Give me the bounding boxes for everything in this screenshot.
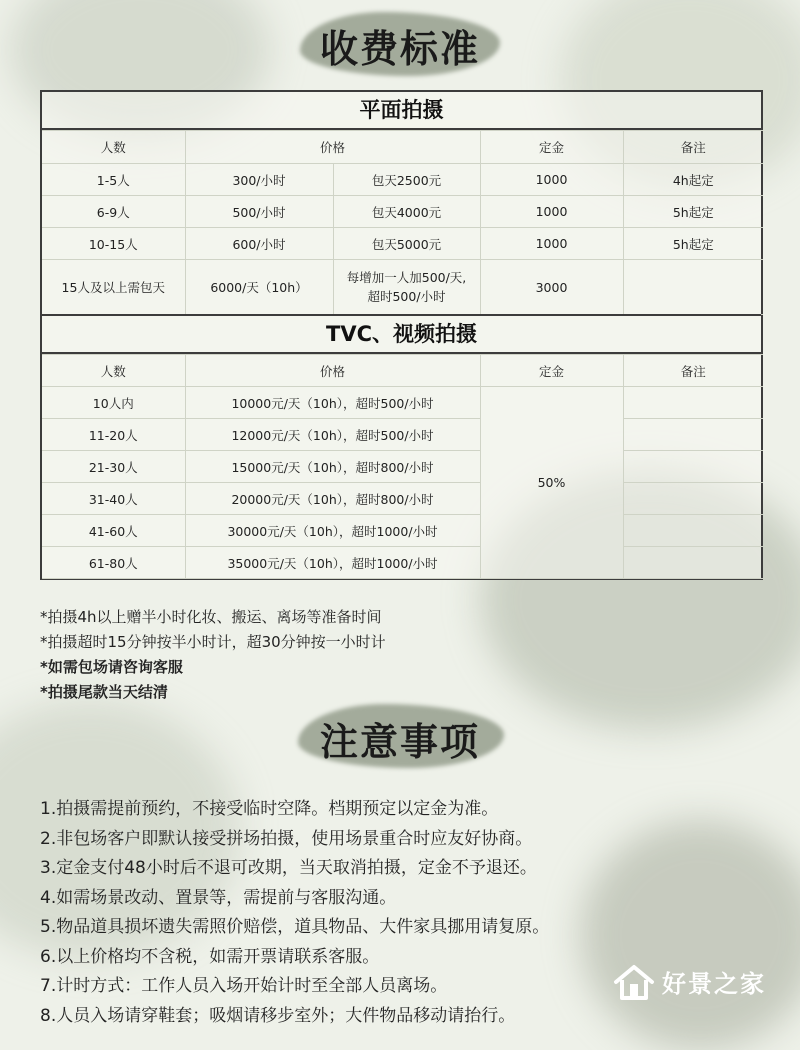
list-item: 3.定金支付48小时后不退可改期，当天取消拍摄，定金不予退还。 <box>40 858 537 878</box>
cell-deposit: 50% <box>480 387 623 579</box>
table-row <box>42 419 763 451</box>
fee-table-box <box>40 90 763 580</box>
watermark <box>612 958 782 1006</box>
cell-note: 5h起定 <box>623 196 763 228</box>
photo-section-title: 平面拍摄 <box>359 98 444 122</box>
cell-hourly: 500/小时 <box>185 196 333 228</box>
cell-daily: 包天4000元 <box>333 196 480 228</box>
notice-list <box>40 795 549 1031</box>
cell-note <box>623 547 763 579</box>
table-row <box>42 228 763 260</box>
list-item: 6.以上价格均不含税，如需开票请联系客服。 <box>40 946 380 967</box>
cell-people: 41-60人 <box>42 515 185 547</box>
cell-people: 61-80人 <box>42 547 185 579</box>
header-people: 人数 <box>42 131 185 164</box>
cell-daily: 每增加一人加500/天, 超时500/小时 <box>333 260 480 315</box>
header-people: 人数 <box>42 355 185 387</box>
table-row <box>42 515 763 547</box>
fee-note: *如需包场请咨询客服 <box>40 658 183 676</box>
header-note: 备注 <box>623 355 763 387</box>
cell-note <box>623 515 763 547</box>
cell-deposit: 1000 <box>480 228 623 260</box>
list-item: 2.非包场客户即默认接受拼场拍摄，使用场景重合时应友好协商。 <box>40 828 533 849</box>
background-wash <box>580 820 800 1050</box>
cell-deposit: 1000 <box>480 196 623 228</box>
fee-note: *拍摄超时15分钟按半小时计，超30分钟按一小时计 <box>40 633 386 651</box>
cell-price: 35000元/天（10h），超时1000/小时 <box>185 547 480 579</box>
table-header-row <box>42 355 763 387</box>
table-row <box>42 483 763 515</box>
cell-daily: 包天5000元 <box>333 228 480 260</box>
table-row <box>42 387 763 419</box>
notice-title: 注意事项 <box>319 720 480 764</box>
house-logo-icon <box>612 962 656 1002</box>
header-deposit: 定金 <box>480 355 623 387</box>
list-item: 7.计时方式：工作人员入场开始计时至全部人员离场。 <box>40 976 448 996</box>
list-item: 8.人员入场请穿鞋套；吸烟请移步室外；大件物品移动请抬行。 <box>40 1005 516 1026</box>
table-row <box>42 260 763 315</box>
cell-people: 10人内 <box>42 387 185 419</box>
cell-daily: 包天2500元 <box>333 164 480 196</box>
cell-note <box>623 483 763 515</box>
list-item: 1.拍摄需提前预约，不接受临时空降。档期预定以定金为准。 <box>40 799 499 819</box>
cell-people: 6-9人 <box>42 196 185 228</box>
cell-deposit: 1000 <box>480 164 623 196</box>
table-row <box>42 547 763 579</box>
cell-people: 31-40人 <box>42 483 185 515</box>
table-header-row <box>42 131 763 164</box>
cell-hourly: 600/小时 <box>185 228 333 260</box>
photo-price-table <box>42 130 763 315</box>
cell-note <box>623 260 763 315</box>
fee-note: *拍摄4h以上赠半小时化妆、搬运、离场等准备时间 <box>40 608 382 626</box>
cell-people: 15人及以上需包天 <box>42 260 185 315</box>
cell-people: 21-30人 <box>42 451 185 483</box>
fee-notes <box>40 605 386 705</box>
page-title: 收费标准 <box>319 27 480 71</box>
cell-note: 5h起定 <box>623 228 763 260</box>
video-price-table <box>42 354 763 579</box>
fee-note: *拍摄尾款当天结清 <box>40 683 168 701</box>
cell-price: 30000元/天（10h），超时1000/小时 <box>185 515 480 547</box>
cell-price: 12000元/天（10h），超时500/小时 <box>185 419 480 451</box>
list-item: 5.物品道具损坏遗失需照价赔偿，道具物品、大件家具挪用请复原。 <box>40 917 550 937</box>
table-row <box>42 196 763 228</box>
cell-price: 20000元/天（10h），超时800/小时 <box>185 483 480 515</box>
cell-people: 10-15人 <box>42 228 185 260</box>
list-item: 4.如需场景改动、置景等，需提前与客服沟通。 <box>40 887 397 908</box>
video-section-title: TVC、视频拍摄 <box>326 322 477 346</box>
cell-price: 10000元/天（10h），超时500/小时 <box>185 387 480 419</box>
header-note: 备注 <box>623 131 763 164</box>
cell-note: 4h起定 <box>623 164 763 196</box>
cell-deposit: 3000 <box>480 260 623 315</box>
cell-hourly: 6000/天（10h） <box>185 260 333 315</box>
cell-note <box>623 387 763 419</box>
cell-note <box>623 451 763 483</box>
header-deposit: 定金 <box>480 131 623 164</box>
header-price: 价格 <box>185 131 480 164</box>
cell-people: 11-20人 <box>42 419 185 451</box>
cell-hourly: 300/小时 <box>185 164 333 196</box>
watermark-text: 好景之家 <box>662 970 766 998</box>
cell-note <box>623 419 763 451</box>
table-row <box>42 164 763 196</box>
table-row <box>42 451 763 483</box>
header-price: 价格 <box>185 355 480 387</box>
cell-price: 15000元/天（10h），超时800/小时 <box>185 451 480 483</box>
cell-people: 1-5人 <box>42 164 185 196</box>
